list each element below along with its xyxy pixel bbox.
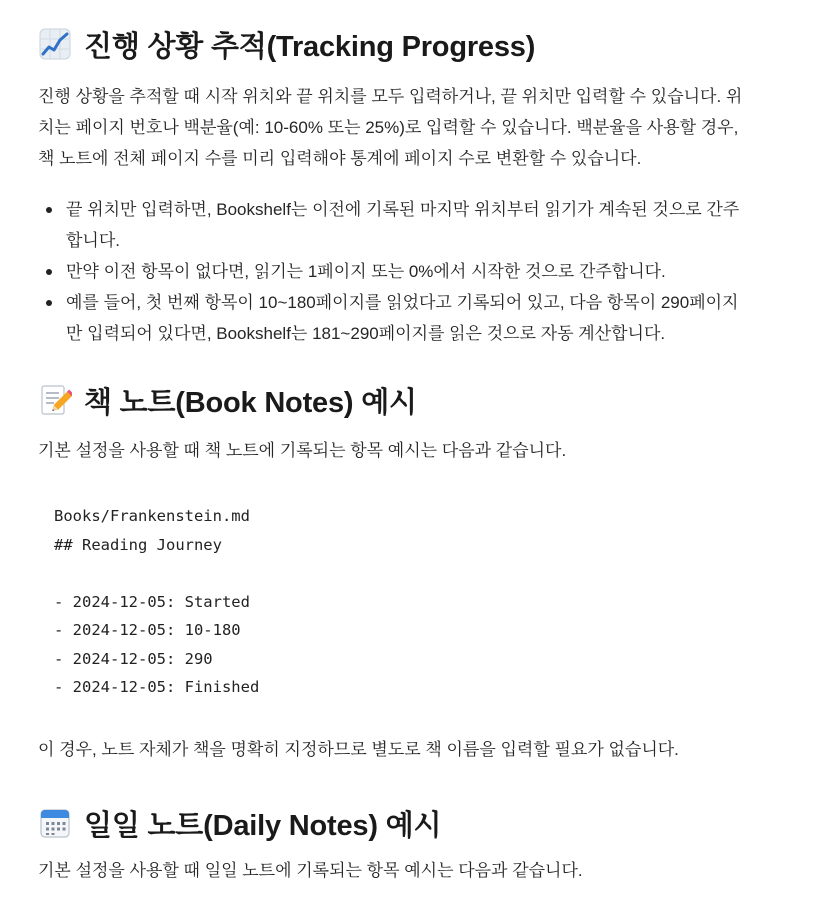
- section-title: 진행 상황 추적(Tracking Progress): [84, 30, 536, 63]
- list-item-text: 만 입력되어 있다면, Bookshelf는 181~290페이지를 읽은 것으로 자동 계산합니다.: [66, 324, 666, 343]
- paragraph-line: 치는 페이지 번호나 백분율(예: 10-60% 또는 25%)로 입력할 수 있습니다. 백분율을 사용할 경우,: [38, 118, 739, 137]
- intro-paragraph: [38, 81, 798, 174]
- paragraph-line: 책 노트에 전체 페이지 수를 미리 입력해야 통계에 페이지 수로 변환할 수 있습니다.: [38, 149, 642, 168]
- list-item-text: 합니다.: [66, 231, 120, 250]
- code-block: [38, 502, 798, 702]
- list-item: [38, 256, 798, 287]
- heading-daily-notes: [38, 803, 798, 843]
- code-line: - 2024-12-05: 290: [54, 649, 213, 668]
- paragraph-line: 진행 상황을 추적할 때 시작 위치와 끝 위치를 모두 입력하거나, 끝 위치만 입력할 수 있습니다. 위: [38, 87, 743, 106]
- list-item-text: 예를 들어, 첫 번째 항목이 10~180페이지를 읽었다고 기록되어 있고, 다음 항목이 290페이지: [66, 293, 739, 312]
- heading-tracking-progress: [38, 24, 798, 64]
- section-tracking-progress: [38, 24, 798, 349]
- section-daily-notes: [38, 803, 798, 886]
- code-line: ## Reading Journey: [54, 535, 222, 554]
- code-line: - 2024-12-05: 10-180: [54, 621, 241, 639]
- code-line: - 2024-12-05: Started: [54, 592, 250, 611]
- section-title: 일일 노트(Daily Notes) 예시: [84, 809, 442, 842]
- outro-text: 이 경우, 노트 자체가 책을 명확히 지정하므로 별도로 책 이름을 입력할 필요가 없습니다.: [38, 739, 679, 759]
- memo-icon: [38, 383, 72, 417]
- code-line: - 2024-12-05: Finished: [54, 678, 260, 696]
- code-line: Books/Frankenstein.md: [54, 507, 250, 525]
- list-item: [38, 287, 798, 349]
- intro-text: 기본 설정을 사용할 때 책 노트에 기록되는 항목 예시는 다음과 같습니다.: [38, 441, 567, 460]
- code-line: [54, 559, 798, 588]
- bullet-list: [38, 194, 798, 349]
- section-book-notes: [38, 380, 798, 765]
- list-item-text: 끝 위치만 입력하면, Bookshelf는 이전에 기록된 마지막 위치부터 읽기가 계속된 것으로 간주: [66, 200, 740, 219]
- list-item-text: 만약 이전 항목이 없다면, 읽기는 1페이지 또는 0%에서 시작한 것으로 간주합니다.: [66, 262, 666, 281]
- list-item: [38, 194, 798, 256]
- chart-increasing-icon: [38, 27, 72, 61]
- intro-text: 기본 설정을 사용할 때 일일 노트에 기록되는 항목 예시는 다음과 같습니다.: [38, 861, 583, 880]
- section-title: 책 노트(Book Notes) 예시: [84, 386, 417, 419]
- heading-book-notes: [38, 380, 798, 420]
- calendar-icon: [38, 806, 72, 840]
